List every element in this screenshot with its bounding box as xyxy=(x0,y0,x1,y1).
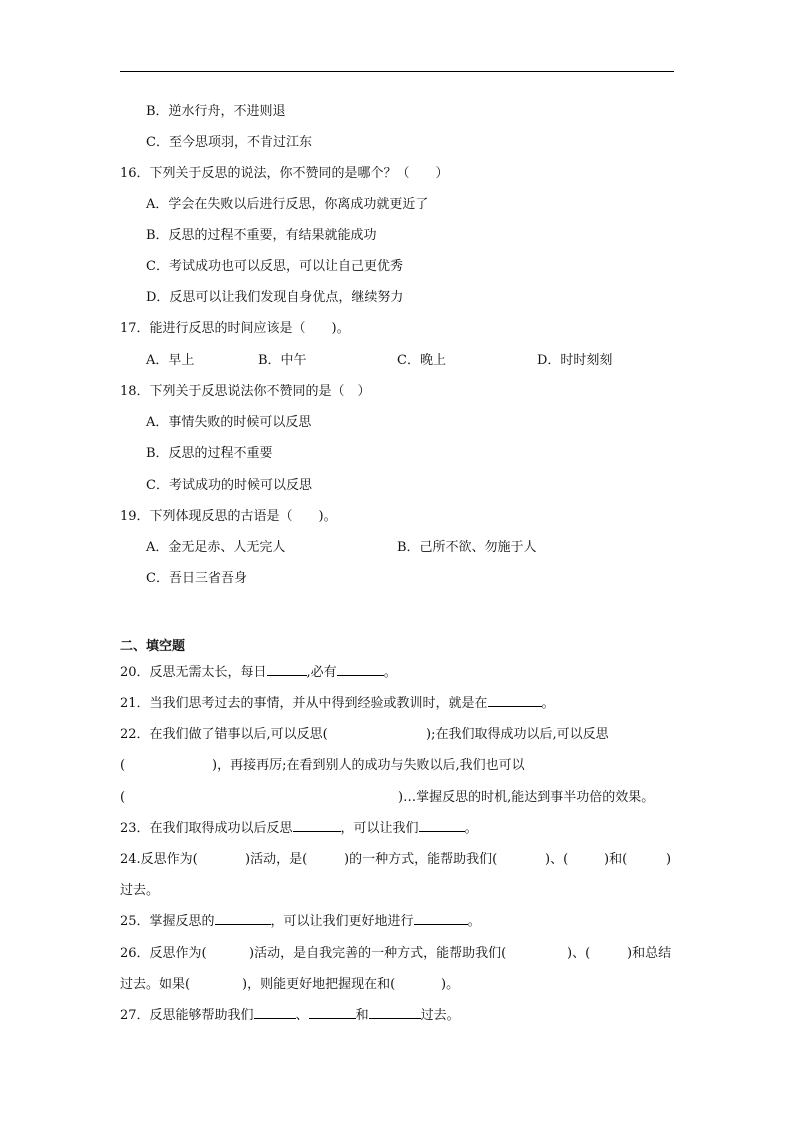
q21-blank-1[interactable] xyxy=(488,694,542,707)
q20-blank-1[interactable] xyxy=(267,663,307,676)
q26-blank-2[interactable] xyxy=(524,944,564,964)
q26-blank-5[interactable] xyxy=(400,975,440,995)
q17-option-c[interactable]: C．晚上 xyxy=(397,353,446,368)
q27-blank-2[interactable] xyxy=(309,1006,356,1019)
q24-blank-3[interactable] xyxy=(506,850,544,870)
q25-blank-1[interactable] xyxy=(215,912,271,925)
q27-blank-1[interactable] xyxy=(254,1006,296,1019)
q25-blank-2[interactable] xyxy=(414,912,468,925)
q17-option-b[interactable]: B．中午 xyxy=(258,353,307,368)
q19-option-b[interactable]: B．己所不欲、勿施于人 xyxy=(397,540,537,555)
q22-blank-3[interactable] xyxy=(130,788,395,808)
q23-blank-1[interactable] xyxy=(293,819,341,832)
q17-option-d[interactable]: D．时时刻刻 xyxy=(537,353,613,368)
q22-blank-2[interactable] xyxy=(130,756,210,776)
q26-blank-4[interactable] xyxy=(201,975,241,995)
q24-blank-2[interactable] xyxy=(305,850,343,870)
q26-blank-3[interactable] xyxy=(584,944,624,964)
header-rule xyxy=(120,71,674,72)
q24-blank-5[interactable] xyxy=(624,850,664,870)
q24-blank-1[interactable] xyxy=(204,850,244,870)
section-title: 二、填空题 xyxy=(120,639,186,654)
q26-blank-1[interactable] xyxy=(208,944,248,964)
q23-blank-2[interactable] xyxy=(419,819,465,832)
q19-option-a[interactable]: A．金无足赤、人无完人 xyxy=(146,540,286,555)
q20-blank-2[interactable] xyxy=(337,663,384,676)
q22-blank-1[interactable] xyxy=(344,725,424,745)
q17-option-a[interactable]: A．早上 xyxy=(146,353,195,368)
q24-blank-4[interactable] xyxy=(560,850,602,870)
q27-blank-3[interactable] xyxy=(369,1006,421,1019)
